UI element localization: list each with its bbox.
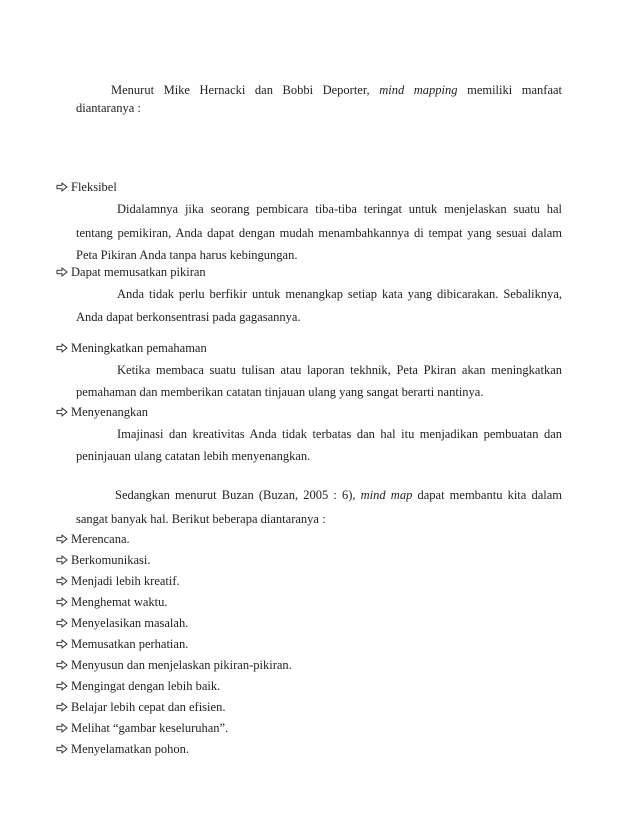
outline-right-arrow-icon — [56, 681, 68, 691]
outline-right-arrow-icon — [56, 182, 68, 192]
buzan-italic-term: mind map — [360, 488, 413, 502]
benefit-title-fleksibel: Fleksibel — [56, 180, 117, 195]
list-item: Berkomunikasi. — [56, 553, 151, 568]
buzan-line-2: sangat banyak hal. Berikut beberapa diantaranya : — [76, 512, 326, 526]
benefit-text-line: tentang pemikiran, Anda dapat dengan mudah menambahkannya di tempat yang sesuai dalam — [76, 226, 562, 240]
outline-right-arrow-icon — [56, 660, 68, 670]
benefit-text-line: Imajinasi dan kreativitas Anda tidak terbatas dan hal itu menjadikan pembuatan dan — [117, 427, 562, 441]
outline-right-arrow-icon — [56, 744, 68, 754]
outline-right-arrow-icon — [56, 597, 68, 607]
list-item: Memusatkan perhatian. — [56, 637, 188, 652]
benefit-text-line: Peta Pikiran Anda tanpa harus kebingungan. — [76, 248, 298, 262]
benefit-title-meningkatkan-pemahaman: Meningkatkan pemahaman — [56, 341, 207, 356]
benefit-text-line: Didalamnya jika seorang pembicara tiba-tiba teringat untuk menjelaskan suatu hal — [117, 202, 562, 216]
list-item: Menyelasikan masalah. — [56, 616, 188, 631]
list-item: Belajar lebih cepat dan efisien. — [56, 700, 225, 715]
outline-right-arrow-icon — [56, 723, 68, 733]
outline-right-arrow-icon — [56, 639, 68, 649]
intro-line-2: diantaranya : — [76, 101, 141, 115]
outline-right-arrow-icon — [56, 267, 68, 277]
outline-right-arrow-icon — [56, 555, 68, 565]
list-item: Menghemat waktu. — [56, 595, 168, 610]
list-item: Melihat “gambar keseluruhan”. — [56, 721, 228, 736]
list-item: Menyelamatkan pohon. — [56, 742, 189, 757]
benefit-text-line: Anda tidak perlu berfikir untuk menangkap setiap kata yang dibicarakan. Sebaliknya, — [117, 287, 562, 301]
benefit-title-menyenangkan: Menyenangkan — [56, 405, 148, 420]
benefit-title-dapat-memusatkan-pikiran: Dapat memusatkan pikiran — [56, 265, 206, 280]
outline-right-arrow-icon — [56, 702, 68, 712]
outline-right-arrow-icon — [56, 343, 68, 353]
benefit-text-line: peninjauan ulang catatan lebih menyenangkan. — [76, 449, 311, 463]
benefit-text-line: Ketika membaca suatu tulisan atau laporan tekhnik, Peta Pkiran akan meningkatkan — [117, 363, 562, 377]
list-item: Merencana. — [56, 532, 130, 547]
buzan-line-1: Sedangkan menurut Buzan (Buzan, 2005 : 6), mind map dapat membantu kita dalam — [115, 488, 563, 502]
benefit-text-line: Anda dapat berkonsentrasi pada gagasannya. — [76, 310, 301, 324]
intro-line-1: Menurut Mike Hernacki dan Bobbi Deporter, mind mapping memiliki manfaat — [111, 83, 563, 97]
intro-italic-term: mind mapping — [379, 83, 458, 97]
outline-right-arrow-icon — [56, 534, 68, 544]
list-item: Mengingat dengan lebih baik. — [56, 679, 220, 694]
outline-right-arrow-icon — [56, 618, 68, 628]
list-item: Menjadi lebih kreatif. — [56, 574, 180, 589]
list-item: Menyusun dan menjelaskan pikiran-pikiran. — [56, 658, 292, 673]
outline-right-arrow-icon — [56, 407, 68, 417]
benefit-text-line: pemahaman dan memberikan catatan tinjauan ulang yang sangat berarti nantinya. — [76, 385, 484, 399]
outline-right-arrow-icon — [56, 576, 68, 586]
